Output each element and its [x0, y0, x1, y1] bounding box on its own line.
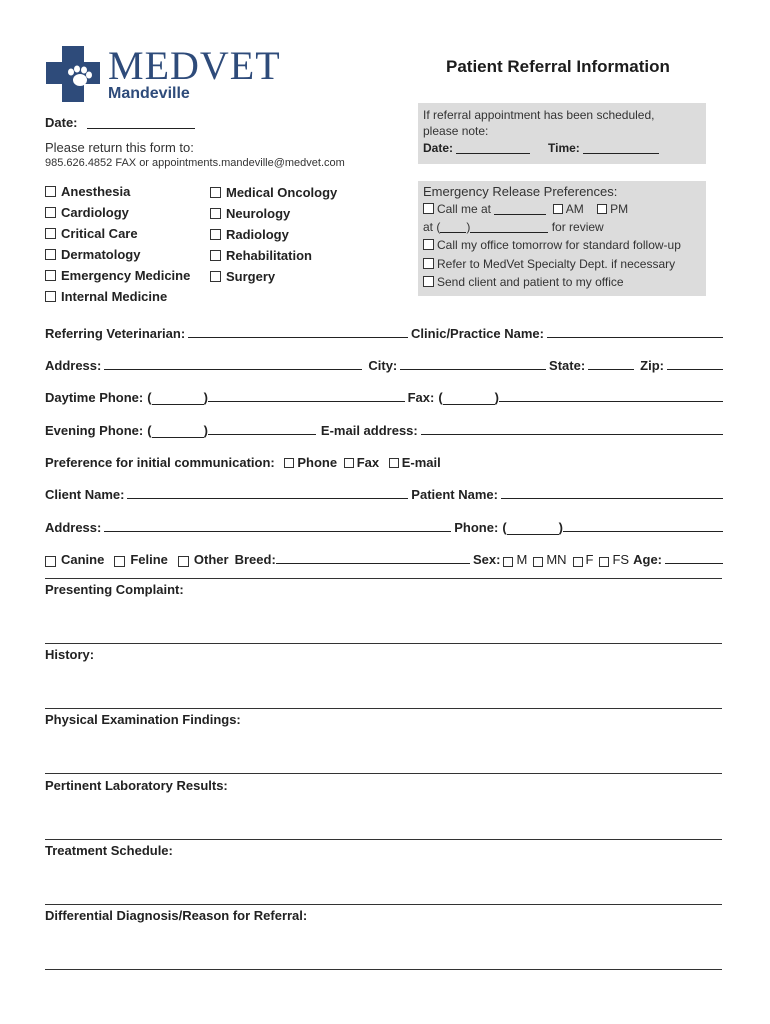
service-item[interactable] — [45, 286, 190, 307]
communication-preference-row — [45, 455, 441, 470]
checkbox[interactable] — [423, 276, 434, 287]
checkbox[interactable] — [210, 229, 221, 240]
feline-label: Feline — [130, 552, 168, 567]
for-review-label: for review — [551, 220, 604, 234]
service-label: Surgery — [226, 269, 276, 284]
referring-vet-row — [45, 326, 726, 341]
zip-blank[interactable] — [667, 368, 723, 370]
am-label: AM — [565, 202, 584, 216]
service-label: Anesthesia — [61, 184, 131, 199]
section-treatment-schedule: Treatment Schedule: — [45, 843, 173, 858]
evening-area-code-blank[interactable] — [152, 436, 204, 438]
patient-name-blank[interactable] — [501, 497, 723, 499]
checkbox-pm[interactable] — [597, 204, 607, 214]
service-item[interactable] — [45, 202, 190, 223]
client-phone-label: Phone: — [454, 520, 499, 535]
client-area-code-blank[interactable] — [507, 533, 559, 535]
appointment-date-field — [423, 141, 530, 155]
age-label: Age: — [633, 552, 662, 567]
service-label: Critical Care — [61, 226, 138, 241]
client-address-row: Address: Phone: ( ) — [45, 520, 726, 535]
checkbox-sex-mn[interactable] — [533, 557, 543, 567]
pref-phone-label: Phone — [297, 455, 338, 470]
service-item[interactable] — [45, 265, 190, 286]
service-item[interactable] — [45, 223, 190, 244]
fax-number-blank[interactable] — [499, 400, 723, 402]
checkbox-feline[interactable] — [114, 556, 125, 567]
emergency-option[interactable] — [423, 238, 681, 252]
checkbox[interactable] — [210, 187, 221, 198]
client-address-label: Address: — [45, 520, 102, 535]
section-line[interactable] — [45, 839, 722, 840]
divider — [45, 578, 722, 579]
section-line[interactable] — [45, 969, 722, 970]
checkbox[interactable] — [45, 249, 56, 260]
other-label: Other — [193, 552, 229, 567]
email-blank[interactable] — [421, 433, 723, 435]
breed-label: Breed: — [234, 552, 276, 567]
checkbox-email[interactable] — [389, 458, 399, 468]
checkbox-sex-fs[interactable] — [599, 557, 609, 567]
service-label: Internal Medicine — [61, 289, 168, 304]
return-label: Please return this form to: — [45, 140, 194, 155]
appointment-date-blank[interactable] — [456, 153, 530, 154]
service-label: Cardiology — [61, 205, 129, 220]
appointment-note-line1: If referral appointment has been scheduled, — [423, 108, 655, 122]
call-me-at-label: Call me at — [437, 202, 492, 216]
service-item[interactable] — [45, 244, 190, 265]
checkbox[interactable] — [210, 208, 221, 219]
section-differential-diagnosis: Differential Diagnosis/Reason for Referral: — [45, 908, 308, 923]
call-office-label: Call my office tomorrow for standard follow-up — [437, 238, 681, 252]
appointment-note-line2: please note: — [423, 124, 489, 138]
section-line[interactable] — [45, 643, 722, 644]
sex-mn-label: MN — [546, 552, 567, 567]
state-label: State: — [549, 358, 586, 373]
evening-phone-blank[interactable] — [208, 433, 316, 435]
referring-vet-blank[interactable] — [188, 336, 408, 338]
client-name-label: Client Name: — [45, 487, 125, 502]
clinic-label: Clinic/Practice Name: — [411, 326, 544, 341]
service-item[interactable] — [210, 182, 337, 203]
service-label: Rehabilitation — [226, 248, 312, 263]
service-label: Emergency Medicine — [61, 268, 191, 283]
section-line[interactable] — [45, 708, 722, 709]
evening-phone-label: Evening Phone: — [45, 423, 144, 438]
logo-location-text: Mandeville — [108, 85, 190, 102]
pref-fax-label: Fax — [356, 455, 380, 470]
breed-blank[interactable] — [276, 562, 470, 564]
sex-label: Sex: — [473, 552, 501, 567]
emergency-preferences-box — [418, 181, 706, 296]
age-blank[interactable] — [665, 562, 723, 564]
checkbox[interactable] — [45, 207, 56, 218]
date-field — [45, 115, 195, 130]
address-blank[interactable] — [104, 368, 362, 370]
send-label: Send client and patient to my office — [437, 275, 624, 289]
checkbox[interactable] — [210, 250, 221, 261]
checkbox[interactable] — [45, 228, 56, 239]
section-line[interactable] — [45, 904, 722, 905]
service-label: Medical Oncology — [226, 185, 338, 200]
appointment-time-field — [548, 141, 659, 155]
sex-fs-label: FS — [612, 552, 630, 567]
service-item[interactable] — [45, 181, 190, 202]
daytime-area-code-blank[interactable] — [152, 403, 204, 405]
area-code-blank[interactable] — [440, 232, 466, 233]
appointment-time-label: Time: — [548, 141, 580, 155]
checkbox-phone[interactable] — [284, 458, 294, 468]
form-title: Patient Referral Information — [446, 57, 670, 76]
emergency-at-row: at ( ) for review — [423, 220, 604, 234]
city-blank[interactable] — [400, 368, 546, 370]
pref-email-label: E-mail — [401, 455, 441, 470]
state-blank[interactable] — [588, 368, 634, 370]
service-item[interactable] — [210, 203, 337, 224]
service-label: Neurology — [226, 206, 291, 221]
client-patient-row — [45, 487, 726, 502]
checkbox-am[interactable] — [553, 204, 563, 214]
checkbox-other[interactable] — [178, 556, 189, 567]
section-physical-exam: Physical Examination Findings: — [45, 712, 241, 727]
clinic-blank[interactable] — [547, 336, 723, 338]
service-label: Radiology — [226, 227, 289, 242]
address-label: Address: — [45, 358, 102, 373]
checkbox-sex-m[interactable] — [503, 557, 513, 567]
section-presenting-complaint: Presenting Complaint: — [45, 582, 184, 597]
daytime-phone-label: Daytime Phone: — [45, 390, 144, 405]
canine-label: Canine — [61, 552, 105, 567]
checkbox-sex-f[interactable] — [573, 557, 583, 567]
checkbox[interactable] — [423, 239, 434, 250]
service-item[interactable] — [210, 245, 337, 266]
fax-label: Fax: — [407, 390, 435, 405]
service-label: Dermatology — [61, 247, 141, 262]
service-item[interactable] — [210, 266, 337, 287]
client-address-blank[interactable] — [104, 530, 451, 532]
medvet-logo — [44, 44, 314, 106]
address-row — [45, 358, 726, 373]
section-line[interactable] — [45, 773, 722, 774]
services-right-list — [210, 182, 337, 287]
client-phone-blank[interactable] — [563, 530, 723, 532]
checkbox[interactable] — [210, 271, 221, 282]
return-contact: 985.626.4852 FAX or appointments.mandeville@medvet.com — [45, 157, 345, 169]
city-label: City: — [368, 358, 398, 373]
section-history: History: — [45, 647, 95, 662]
fax-area-code-blank[interactable] — [443, 403, 495, 405]
emergency-heading: Emergency Release Preferences: — [423, 184, 618, 199]
checkbox[interactable] — [45, 186, 56, 197]
sex-f-label: F — [585, 552, 594, 567]
checkbox-canine[interactable] — [45, 556, 56, 567]
service-item[interactable] — [210, 224, 337, 245]
patient-name-label: Patient Name: — [411, 487, 498, 502]
date-blank[interactable] — [87, 128, 195, 129]
client-name-blank[interactable] — [127, 497, 408, 499]
checkbox[interactable] — [45, 291, 56, 302]
evening-phone-row: Evening Phone: ( ) E-mail address: — [45, 423, 726, 438]
email-label: E-mail address: — [320, 423, 418, 438]
appointment-time-blank[interactable] — [583, 153, 659, 154]
preference-label: Preference for initial communication: — [45, 455, 275, 470]
zip-label: Zip: — [640, 358, 664, 373]
refer-label: Refer to MedVet Specialty Dept. if necessary — [437, 257, 676, 271]
emergency-call-me-row — [423, 202, 628, 216]
review-phone-blank[interactable] — [470, 232, 548, 233]
appointment-date-label: Date: — [423, 141, 454, 155]
checkbox[interactable] — [423, 258, 434, 269]
sex-m-label: M — [516, 552, 528, 567]
checkbox[interactable] — [45, 270, 56, 281]
daytime-phone-blank[interactable] — [208, 400, 405, 402]
checkbox-fax[interactable] — [344, 458, 354, 468]
emergency-option[interactable] — [423, 257, 675, 271]
checkbox[interactable] — [423, 203, 434, 214]
logo-brand-text: MEDVET — [108, 43, 281, 88]
referring-vet-label: Referring Veterinarian: — [45, 326, 186, 341]
daytime-phone-row: Daytime Phone: ( ) Fax: ( ) — [45, 390, 726, 405]
at-label: at ( — [423, 220, 441, 234]
appointment-box — [418, 103, 706, 164]
pm-label: PM — [610, 202, 629, 216]
call-me-time-blank[interactable] — [494, 214, 546, 215]
species-row — [45, 552, 726, 567]
date-label: Date: — [45, 115, 78, 130]
services-left-list — [45, 181, 190, 307]
section-lab-results: Pertinent Laboratory Results: — [45, 778, 228, 793]
emergency-option[interactable] — [423, 275, 624, 289]
